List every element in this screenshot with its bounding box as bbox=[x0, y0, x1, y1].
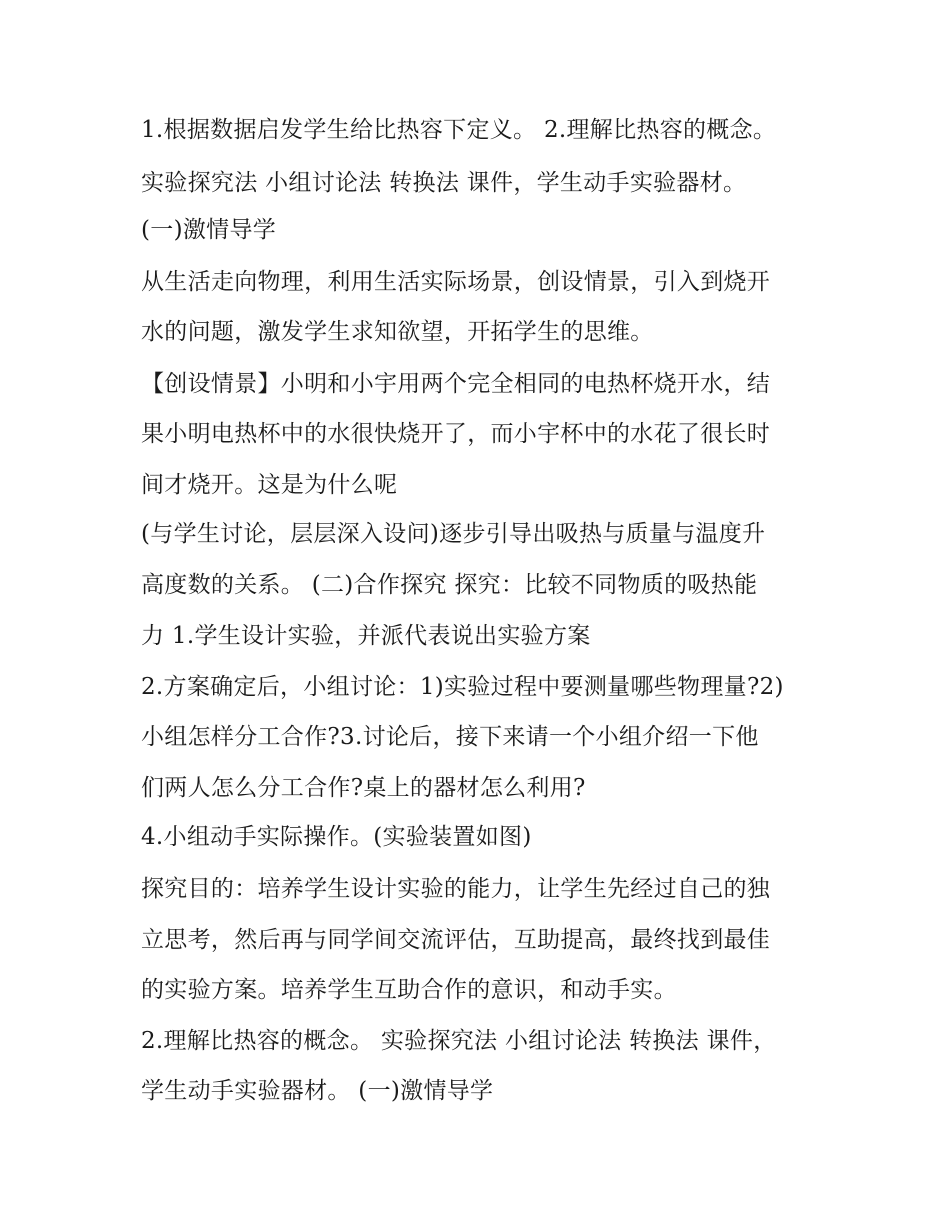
text-line-8: 间才烧开。这是为什么呢 bbox=[141, 472, 398, 498]
text-line-6: 【创设情景】小明和小宇用两个完全相同的电热杯烧开水，结 bbox=[141, 371, 771, 397]
text-line-12: 2.方案确定后，小组讨论：1)实验过程中要测量哪些物理量?2) bbox=[141, 674, 784, 700]
text-line-18: 的实验方案。培养学生互助合作的意识，和动手实。 bbox=[141, 977, 677, 1003]
text-line-11: 力 1.学生设计实验，并派代表说出实验方案 bbox=[141, 623, 591, 649]
text-line-4: 从生活走向物理，利用生活实际场景，创设情景，引入到烧开 bbox=[141, 269, 771, 295]
text-line-9: (与学生讨论，层层深入设问)逐步引导出吸热与质量与温度升 bbox=[141, 521, 766, 547]
text-line-7: 果小明电热杯中的水很快烧开了，而小宇杯中的水花了很长时 bbox=[141, 421, 771, 447]
text-line-5: 水的问题，激发学生求知欲望，开拓学生的思维。 bbox=[141, 319, 654, 345]
text-line-16: 探究目的：培养学生设计实验的能力，让学生先经过自己的独 bbox=[141, 876, 771, 902]
text-line-13: 小组怎样分工合作?3.讨论后，接下来请一个小组介绍一下他 bbox=[141, 724, 759, 750]
text-line-10: 高度数的关系。 (二)合作探究 探究：比较不同物质的吸热能 bbox=[141, 572, 758, 598]
text-line-3: (一)激情导学 bbox=[141, 217, 277, 243]
text-line-2: 实验探究法 小组讨论法 转换法 课件，学生动手实验器材。 bbox=[141, 170, 747, 196]
text-line-15: 4.小组动手实际操作。(实验装置如图) bbox=[141, 824, 532, 850]
text-line-1: 1.根据数据启发学生给比热容下定义。 2.理解比热容的概念。 bbox=[141, 117, 777, 143]
text-line-17: 立思考，然后再与同学间交流评估，互助提高，最终找到最佳 bbox=[141, 927, 771, 953]
text-line-19: 2.理解比热容的概念。 实验探究法 小组讨论法 转换法 课件， bbox=[141, 1028, 777, 1054]
text-line-14: 们两人怎么分工合作?桌上的器材怎么利用? bbox=[141, 775, 586, 801]
text-line-20: 学生动手实验器材。 (一)激情导学 bbox=[141, 1078, 494, 1104]
